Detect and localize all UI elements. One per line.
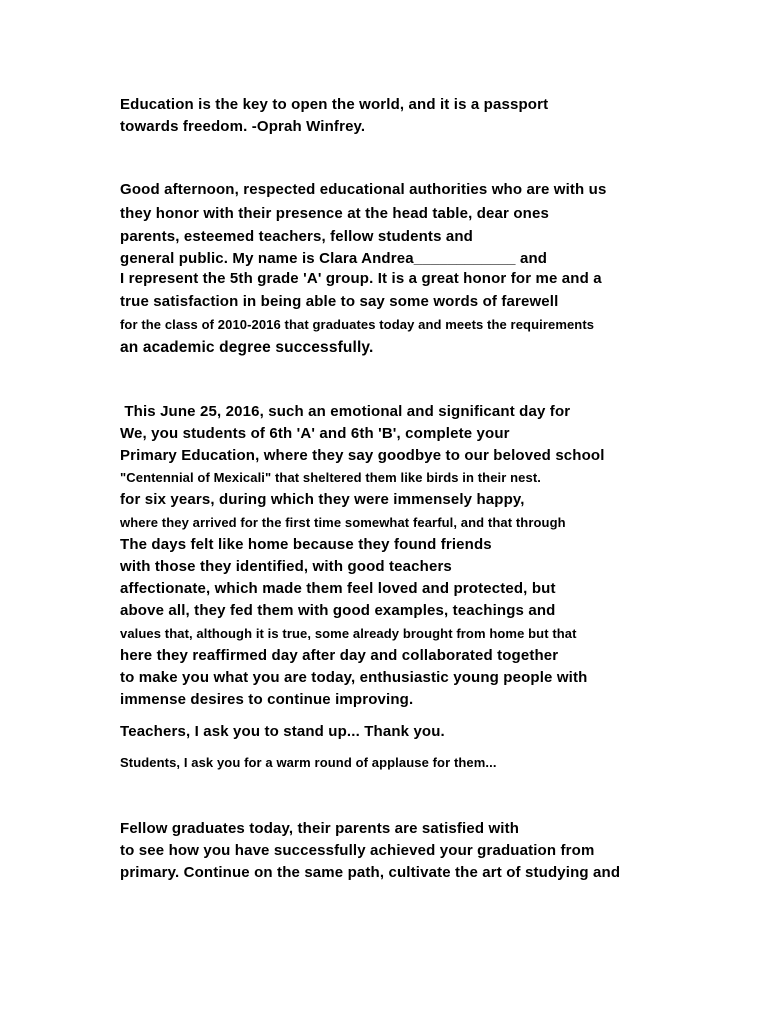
- teachers-line: Teachers, I ask you to stand up... Thank you.: [120, 723, 445, 740]
- paragraph-line: above all, they fed them with good examples, teachings and: [120, 602, 556, 619]
- paragraph-line: Fellow graduates today, their parents are satisfied with: [120, 820, 520, 837]
- quote-line: towards freedom. -Oprah Winfrey.: [120, 118, 366, 135]
- students-line: Students, I ask you for a warm round of applause for them...: [120, 755, 497, 770]
- paragraph-line: for six years, during which they were immensely happy,: [120, 491, 525, 508]
- paragraph-line: with those they identified, with good teachers: [120, 558, 452, 575]
- paragraph-line: The days felt like home because they found friends: [120, 536, 492, 553]
- paragraph-line: immense desires to continue improving.: [120, 691, 414, 708]
- paragraph-line: here they reaffirmed day after day and collaborated together: [120, 647, 559, 664]
- paragraph-line: This June 25, 2016, such an emotional and significant day for: [120, 403, 571, 420]
- paragraph-line: true satisfaction in being able to say some words of farewell: [120, 293, 559, 310]
- paragraph-line: I represent the 5th grade 'A' group. It is a great honor for me and a: [120, 270, 602, 287]
- paragraph-line: Good afternoon, respected educational authorities who are with us: [120, 181, 607, 198]
- paragraph-line: affectionate, which made them feel loved and protected, but: [120, 580, 556, 597]
- paragraph-line: "Centennial of Mexicali" that sheltered them like birds in their nest.: [120, 470, 541, 485]
- paragraph-line: they honor with their presence at the head table, dear ones: [120, 205, 549, 222]
- paragraph-line: primary. Continue on the same path, cultivate the art of studying and: [120, 864, 621, 881]
- paragraph-line: parents, esteemed teachers, fellow students and: [120, 228, 473, 245]
- paragraph-line: an academic degree successfully.: [120, 339, 374, 356]
- paragraph-line: to see how you have successfully achieved your graduation from: [120, 842, 595, 859]
- paragraph-line: where they arrived for the first time somewhat fearful, and that through: [120, 515, 566, 530]
- paragraph-line: We, you students of 6th 'A' and 6th 'B', complete your: [120, 425, 510, 442]
- paragraph-line: values that, although it is true, some already brought from home but that: [120, 626, 577, 641]
- paragraph-line: Primary Education, where they say goodbye to our beloved school: [120, 447, 605, 464]
- paragraph-line: general public. My name is Clara Andrea____________ and: [120, 250, 548, 267]
- quote-line: Education is the key to open the world, and it is a passport: [120, 96, 549, 113]
- paragraph-line: for the class of 2010-2016 that graduates today and meets the requirements: [120, 317, 595, 332]
- paragraph-line: to make you what you are today, enthusiastic young people with: [120, 669, 588, 686]
